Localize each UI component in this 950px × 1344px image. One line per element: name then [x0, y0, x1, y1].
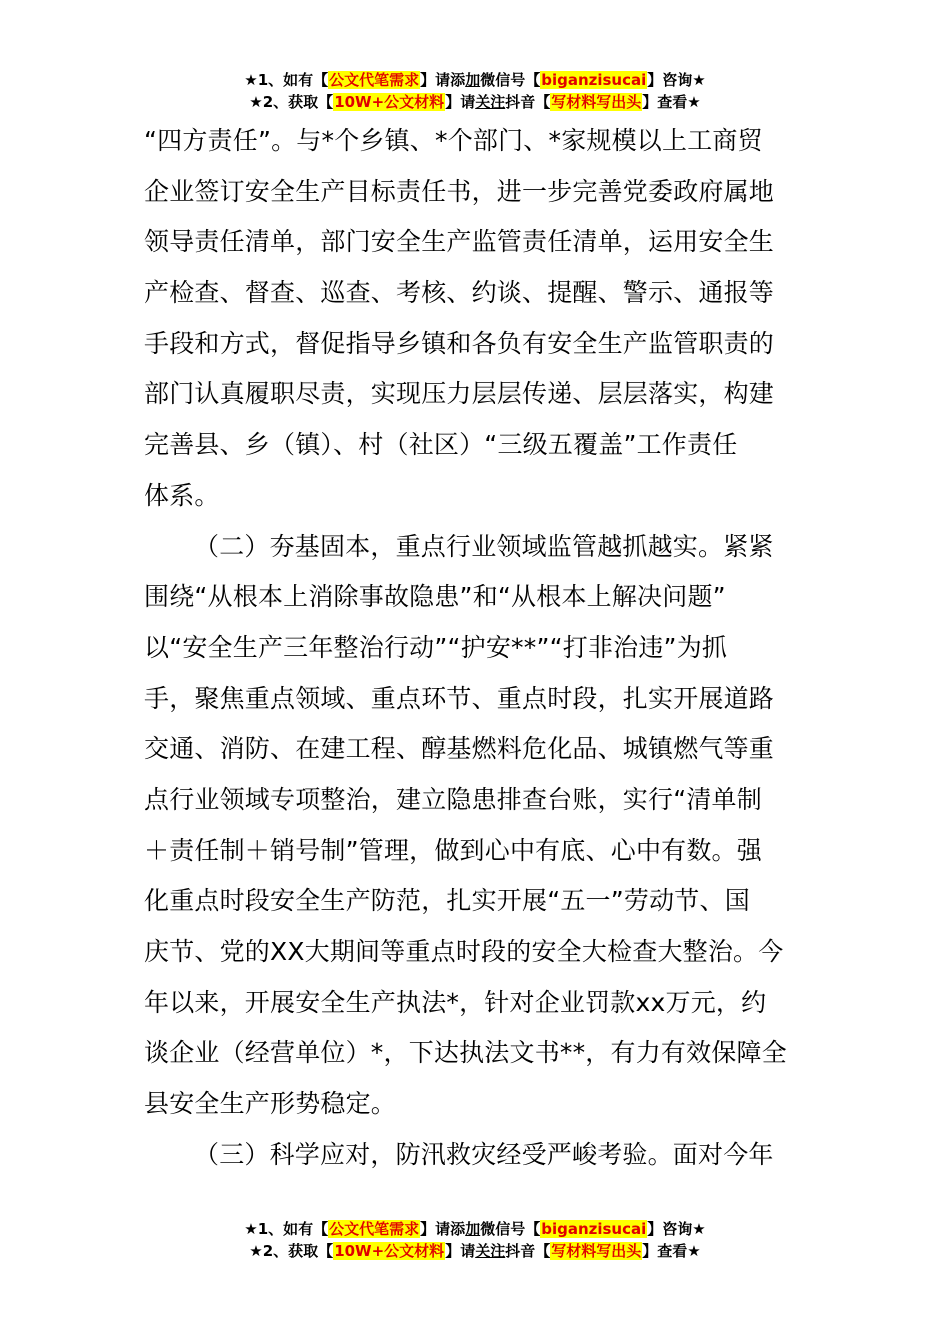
highlight-text: 10W+公文材料 [334, 93, 445, 111]
text-line: 领导责任清单，部门安全生产监管责任清单，运用安全生 [144, 227, 775, 257]
text-line: 庆节、党的XX大期间等重点时段的安全大检查大整治。今 [144, 937, 784, 966]
text-line: 县安全生产形势稳定。 [144, 1089, 397, 1119]
text-line: 交通、消防、在建工程、醇基燃料危化品、城镇燃气等重 [144, 734, 775, 764]
highlight-text: 公文代笔需求 [329, 71, 420, 89]
banner-line-2: ★2、获取【10W+公文材料】请关注抖音【写材料写出头】查看★ [249, 93, 701, 111]
section-heading-3: （三）科学应对，防汛救灾经受严峻考验。面对今年 [194, 1139, 774, 1169]
wechat-id: biganzisucai [541, 71, 647, 89]
text-line: 完善县、乡（镇）、村（社区）“三级五覆盖”工作责任 [144, 430, 738, 460]
text-line: 年以来，开展安全生产执法*，针对企业罚款xx万元，约 [144, 987, 767, 1017]
text-line: 部门认真履职尽责，实现压力层层传递、层层落实，构建 [144, 379, 775, 409]
highlight-text: 10W+公文材料 [334, 1242, 445, 1260]
text-line: 谈企业（经营单位）*，下达执法文书**，有力有效保障全 [144, 1038, 787, 1068]
text-line: 以“安全生产三年整治行动”“护安**”“打非治违”为抓 [144, 632, 728, 662]
text-line: “四方责任”。与*个乡镇、*个部门、*家规模以上工商贸 [144, 126, 763, 155]
text-line: 点行业领域专项整治，建立隐患排查台账，实行“清单制 [144, 784, 762, 814]
douyin-id: 写材料写出头 [551, 1242, 642, 1260]
text-line: 产检查、督查、巡查、考核、约谈、提醒、警示、通报等 [144, 278, 775, 308]
footer-banner [0, 1218, 950, 1262]
text-line: 围绕“从根本上消除事故隐患”和“从根本上解决问题” [144, 582, 726, 612]
text-line: 体系。 [144, 480, 220, 510]
douyin-id: 写材料写出头 [551, 93, 642, 111]
banner-line-1: ★1、如有【公文代笔需求】请添加微信号【biganzisucai】咨询★ [244, 1220, 706, 1238]
text-line: 企业签订安全生产目标责任书，进一步完善党委政府属地 [144, 176, 775, 206]
banner-line-2: ★2、获取【10W+公文材料】请关注抖音【写材料写出头】查看★ [249, 1242, 701, 1260]
banner-line-1: ★1、如有【公文代笔需求】请添加微信号【biganzisucai】咨询★ [244, 71, 706, 89]
header-banner [0, 69, 950, 113]
section-heading-2: （二）夯基固本，重点行业领域监管越抓越实。紧紧 [194, 531, 774, 561]
highlight-text: 公文代笔需求 [329, 1220, 420, 1238]
text-line: ＋责任制＋销号制”管理，做到心中有底、心中有数。强 [144, 835, 762, 865]
text-line: 化重点时段安全生产防范，扎实开展“五一”劳动节、国 [144, 886, 750, 916]
document-body [144, 116, 808, 1180]
text-line: 手段和方式，督促指导乡镇和各负有安全生产监管职责的 [144, 328, 775, 358]
text-line: 手，聚焦重点领域、重点环节、重点时段，扎实开展道路 [144, 683, 775, 713]
wechat-id: biganzisucai [541, 1220, 647, 1238]
